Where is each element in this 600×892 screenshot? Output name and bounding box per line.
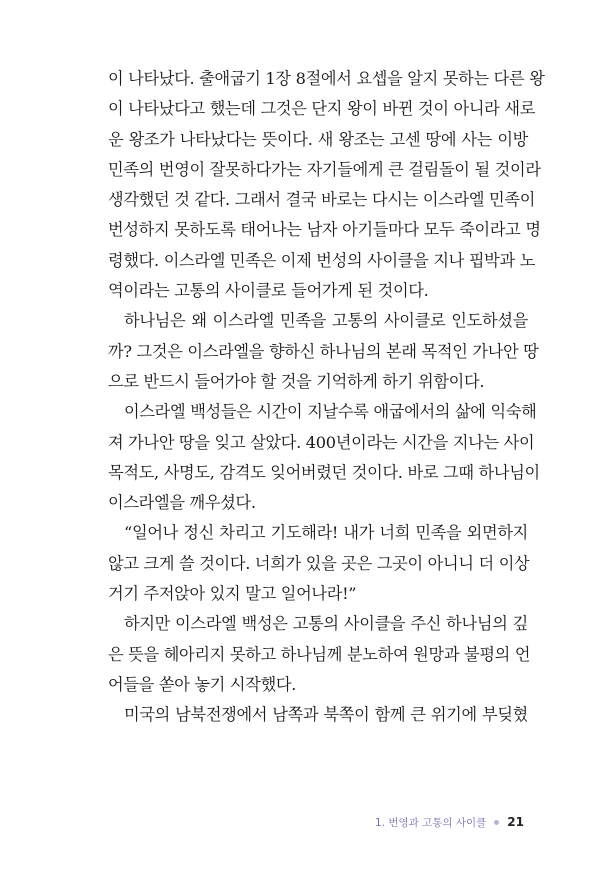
text-line: 민족의 번영이 잘못하다가는 자기들에게 큰 걸림돌이 될 것이라 [108, 159, 541, 179]
running-chapter-title: 1. 번영과 고통의 사이클 [374, 816, 487, 829]
text-line: 으로 반드시 들어가야 할 것을 기억하게 하기 위함이다. [108, 371, 485, 391]
text-line: 운 왕조가 나타났다는 뜻이다. 새 왕조는 고센 땅에 사는 이방 [108, 129, 528, 149]
paragraph-start-line: 미국의 남북전쟁에서 남쪽과 북쪽이 함께 큰 위기에 부딪혔 [124, 705, 528, 725]
paragraph-start-line: 이스라엘 백성들은 시간이 지날수록 애굽에서의 삶에 익숙해 [124, 402, 537, 422]
text-line: 역이라는 고통의 사이클로 들어가게 된 것이다. [108, 281, 429, 301]
text-line: 까? 그것은 이스라엘을 향하신 하나님의 본래 목적인 가나안 땅 [108, 341, 539, 361]
paragraph-start-line: 하나님은 왜 이스라엘 민족을 고통의 사이클로 인도하셨을 [124, 311, 528, 331]
text-line: 어들을 쏟아 놓기 시작했다. [108, 674, 297, 694]
text-line: 않고 크게 쓸 것이다. 너희가 있을 곳은 그곳이 아니니 더 이상 [108, 553, 530, 573]
text-line: 목적도, 사명도, 감격도 잊어버렸던 것이다. 바로 그때 하나님이 [108, 462, 540, 482]
text-line: 이 나타났다. 출애굽기 1장 8절에서 요셉을 알지 못하는 다른 왕 [108, 69, 545, 88]
text-line: 은 뜻을 헤아리지 못하고 하나님께 분노하여 원망과 불평의 언 [108, 644, 531, 664]
text-line: 생각했던 것 같다. 그래서 결국 바로는 다시는 이스라엘 민족이 [108, 190, 536, 210]
text-line: 번성하지 못하도록 태어나는 남자 아기들마다 모두 죽이라고 명 [108, 220, 541, 240]
text-line: 거기 주저앉아 있지 말고 일어나라!” [108, 584, 357, 604]
quote-start-line: “일어나 정신 차리고 기도해라! 내가 너희 민족을 외면하지 [124, 523, 528, 543]
footer-dot-icon [494, 820, 499, 825]
text-line: 이스라엘을 깨우셨다. [108, 493, 256, 513]
text-line: 령했다. 이스라엘 민족은 이제 번성의 사이클을 지나 핍박과 노 [108, 250, 536, 270]
page-number: 21 [507, 815, 524, 829]
page-footer [375, 812, 524, 832]
paragraph-start-line: 하지만 이스라엘 백성은 고통의 사이클을 주신 하나님의 깊 [124, 614, 528, 634]
text-line: 이 나타났다고 했는데 그것은 단지 왕이 바뀐 것이 아니라 새로 [108, 99, 536, 119]
text-line: 져 가나안 땅을 잊고 살았다. 400년이라는 시간을 지나는 사이 [108, 432, 535, 452]
body-text [108, 64, 545, 731]
